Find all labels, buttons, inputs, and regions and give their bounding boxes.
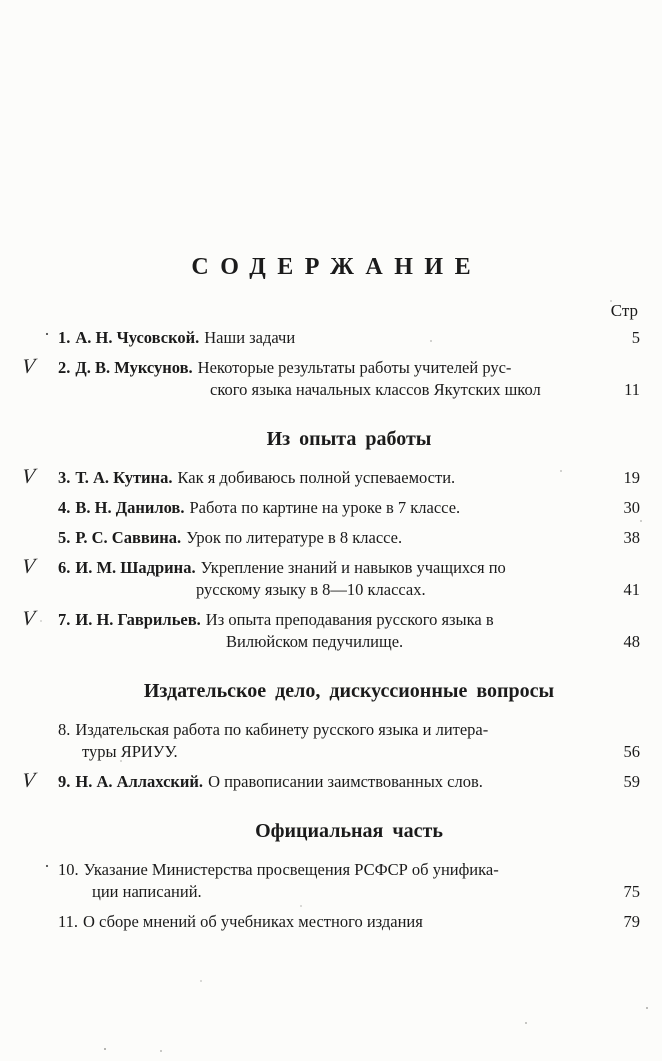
checkmark-icon: V: [20, 605, 37, 631]
checkmark-icon: V: [20, 553, 37, 579]
entry-title: Как я добиваюсь полной успеваемости.: [177, 468, 456, 487]
entry-line-continuation: ского языка начальных классов Якутских школ: [210, 380, 541, 399]
entry-title: Издательская работа по кабинету русского языка и литера-: [75, 720, 489, 739]
entry-title: Урок по литературе в 8 классе.: [186, 528, 403, 547]
entry-page-number: 48: [623, 632, 640, 651]
entry-body: [58, 859, 606, 903]
entry-page-number: 41: [623, 580, 640, 599]
entry-line: [58, 467, 606, 489]
entry-line: [58, 609, 606, 631]
entry-line-continuation: туры ЯРИУУ.: [82, 742, 178, 761]
scan-speckles: [0, 0, 2, 2]
toc-entry: [44, 856, 640, 903]
entry-number: 4.: [58, 498, 71, 517]
toc-entry: [20, 767, 640, 793]
entry-author: В. Н. Данилов.: [75, 498, 185, 517]
entry-body: [58, 497, 606, 519]
entry-title: Некоторые результаты работы учителей рус-: [197, 358, 512, 377]
entry-page-number: 30: [623, 498, 640, 517]
entry-line: [58, 719, 606, 741]
entry-number: 1.: [58, 328, 71, 347]
entry-number: 8.: [58, 720, 71, 739]
entry-title: Работа по картине на уроке в 7 классе.: [189, 498, 461, 517]
entry-number: 10.: [58, 860, 79, 879]
section-heading: Официальная часть: [255, 820, 443, 842]
toc-entry: [20, 463, 640, 489]
dot-icon: ·: [44, 324, 50, 344]
entry-author: Д. В. Муксунов.: [75, 358, 193, 377]
entry-body: [58, 609, 606, 653]
entry-number: 2.: [58, 358, 71, 377]
toc-entry: [58, 497, 640, 519]
section-heading: Из опыта работы: [266, 428, 432, 450]
entry-line: [58, 911, 606, 933]
checkmark-icon: V: [20, 463, 37, 489]
entry-title: Укрепление знаний и навыков учащихся по: [200, 558, 506, 577]
checkmark-icon: V: [20, 353, 37, 379]
toc-entry: [58, 527, 640, 549]
entry-title: О правописании заимствованных слов.: [208, 772, 483, 791]
entry-author: И. Н. Гаврильев.: [75, 610, 201, 629]
entry-title: О сборе мнений об учебниках местного издания: [83, 912, 423, 931]
entry-author: Н. А. Аллахский.: [75, 772, 204, 791]
entry-title: Указание Министерства просвещения РСФСР об унифика-: [83, 860, 499, 879]
dot-icon: ·: [44, 856, 50, 876]
entry-body: [58, 467, 606, 489]
entry-body: [58, 357, 606, 401]
entry-page-number: 19: [623, 468, 640, 487]
entry-line-continuation: ции написаний.: [92, 882, 202, 901]
entry-body: [58, 557, 606, 601]
entry-line: [58, 327, 606, 349]
entry-page-number: 5: [631, 328, 640, 347]
entry-number: 6.: [58, 558, 71, 577]
entry-page-number: 59: [623, 772, 640, 791]
entry-line: [58, 771, 606, 793]
entry-author: И. М. Шадрина.: [75, 558, 196, 577]
entry-page-number: 79: [623, 912, 640, 931]
toc-section: [20, 679, 640, 793]
page-title: СОДЕРЖАНИЕ: [191, 254, 483, 280]
entry-number: 7.: [58, 610, 71, 629]
entry-number: 11.: [58, 912, 79, 931]
page-column-header: Стр: [610, 301, 638, 320]
entry-body: [58, 719, 606, 763]
entry-page-number: 75: [623, 882, 640, 901]
entry-line-continuation: русскому языку в 8—10 классах.: [196, 580, 426, 599]
entry-title: Из опыта преподавания русского языка в: [205, 610, 494, 629]
toc-entry: [58, 911, 640, 933]
entry-body: [58, 771, 606, 793]
entry-number: 5.: [58, 528, 71, 547]
entry-page-number: 56: [623, 742, 640, 761]
toc-entry: [20, 553, 640, 601]
entry-author: А. Н. Чусовской.: [75, 328, 200, 347]
entry-page-number: 38: [623, 528, 640, 547]
entry-line: [58, 859, 606, 881]
toc-entry: [20, 605, 640, 653]
entry-body: [58, 911, 606, 933]
toc-entry: [58, 719, 640, 763]
toc-entry: [44, 324, 640, 349]
entry-body: [58, 527, 606, 549]
entry-author: Т. А. Кутина.: [75, 468, 173, 487]
entry-author: Р. С. Саввина.: [75, 528, 182, 547]
entry-page-number: 11: [624, 380, 640, 399]
section-heading: Издательское дело, дискуссионные вопросы: [143, 680, 555, 702]
toc-section: [44, 819, 640, 933]
entry-line: [58, 357, 606, 379]
toc-section: [20, 427, 640, 653]
entry-body: [58, 327, 606, 349]
entry-line: [58, 557, 606, 579]
toc-entry: [20, 353, 640, 401]
checkmark-icon: V: [20, 767, 37, 793]
entry-line: [58, 527, 606, 549]
entry-number: 3.: [58, 468, 71, 487]
entry-line-continuation: Вилюйском педучилище.: [226, 632, 404, 651]
entry-title: Наши задачи: [204, 328, 296, 347]
toc-sections: [0, 321, 662, 933]
toc-section: [20, 324, 640, 401]
entry-number: 9.: [58, 772, 71, 791]
entry-line: [58, 497, 606, 519]
